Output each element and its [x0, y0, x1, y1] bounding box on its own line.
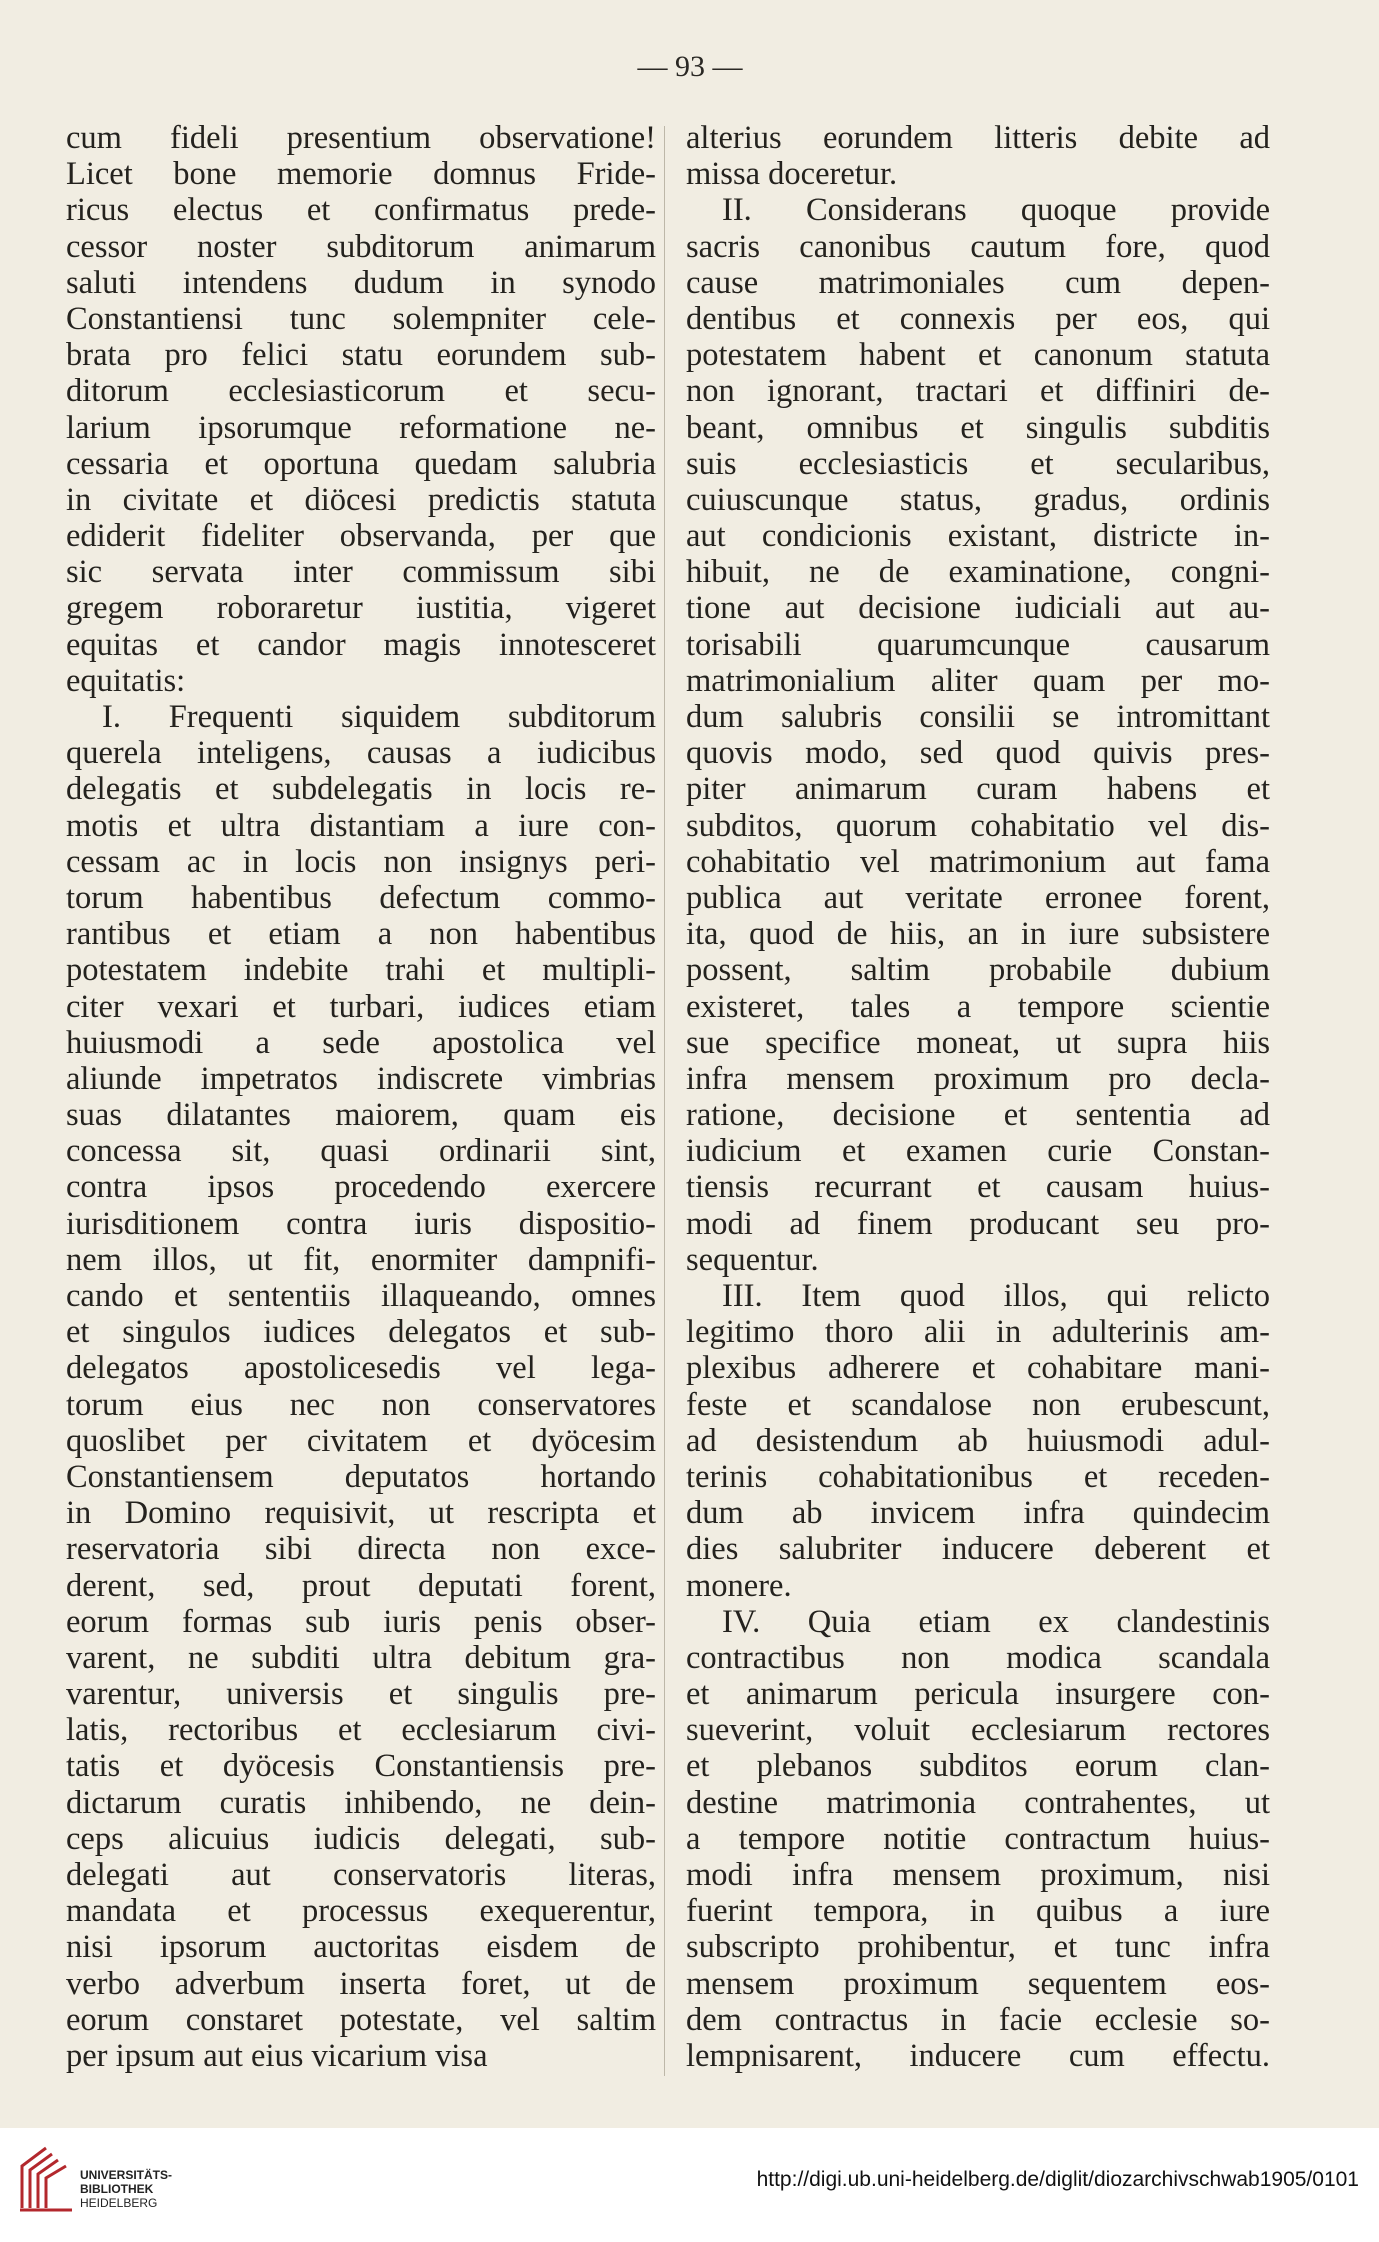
- text-line: hibuit, ne de examinatione, congni-: [686, 554, 1270, 591]
- text-line: torum eius nec non conservatores: [66, 1386, 656, 1423]
- text-line: modi ad finem producant seu pro-: [686, 1205, 1270, 1242]
- text-line: infra mensem proximum pro decla-: [686, 1060, 1270, 1097]
- text-line: delegati aut conservatoris literas,: [66, 1857, 656, 1893]
- text-line: aliunde impetratos indiscrete vimbrias: [66, 1060, 656, 1097]
- right-text-column: [686, 120, 1270, 2074]
- text-line: in Domino requisivit, ut rescripta et: [66, 1495, 656, 1532]
- text-line: terinis cohabitationibus et receden-: [686, 1458, 1270, 1495]
- text-line: varent, ne subditi ultra debitum gra-: [66, 1639, 656, 1676]
- text-line: ediderit fideliter observanda, per que: [66, 518, 656, 555]
- text-line: reservatoria sibi directa non exce-: [66, 1531, 656, 1568]
- text-line: cando et sententiis illaqueando, omnes: [66, 1278, 656, 1314]
- text-line: sequentur.: [686, 1241, 819, 1278]
- text-line: III. Item quod illos, qui relicto: [722, 1278, 1270, 1314]
- text-line: ceps alicuius iudicis delegati, sub-: [66, 1820, 656, 1857]
- text-line: matrimonialium aliter quam per mo-: [686, 662, 1270, 699]
- text-line: II. Considerans quoque provide: [722, 192, 1270, 229]
- text-line: subditos, quorum cohabitatio vel dis-: [686, 807, 1270, 844]
- text-line: sueverint, voluit ecclesiarum rectores: [686, 1712, 1270, 1749]
- text-line: cohabitatio vel matrimonium aut fama: [686, 843, 1270, 880]
- text-line: tiensis recurrant et causam huius-: [686, 1169, 1270, 1206]
- text-line: a tempore notitie contractum huius-: [686, 1820, 1270, 1857]
- text-line: cuiuscunque status, gradus, ordinis: [686, 481, 1270, 518]
- text-line: Constantiensi tunc solempniter cele-: [66, 300, 656, 337]
- text-line: Constantiensem deputatos hortando: [66, 1458, 656, 1495]
- text-line: ricus electus et confirmatus prede-: [66, 192, 656, 229]
- text-line: cessaria et oportuna quedam salubria: [66, 445, 656, 482]
- text-line: nisi ipsorum auctoritas eisdem de: [66, 1929, 656, 1966]
- text-line: dentibus et connexis per eos, qui: [686, 300, 1270, 337]
- text-line: lempnisarent, inducere cum effectu.: [686, 2037, 1270, 2074]
- text-line: potestatem indebite trahi et multipli-: [66, 952, 656, 989]
- text-line: ad desistendum ab huiusmodi adul-: [686, 1422, 1270, 1459]
- text-line: tione aut decisione iudiciali aut au-: [686, 590, 1270, 627]
- text-line: saluti intendens dudum in synodo: [66, 264, 656, 301]
- text-line: dem contractus in facie ecclesie so-: [686, 2001, 1270, 2038]
- text-line: Licet bone memorie domnus Fride-: [66, 156, 656, 193]
- text-line: dies salubriter inducere deberent et: [686, 1531, 1270, 1568]
- text-line: huiusmodi a sede apostolica vel: [66, 1024, 656, 1061]
- text-line: possent, saltim probabile dubium: [686, 952, 1270, 989]
- text-line: ratione, decisione et sententia ad: [686, 1097, 1270, 1134]
- text-line: modi infra mensem proximum, nisi: [686, 1857, 1270, 1893]
- text-line: torum habentibus defectum commo-: [66, 879, 656, 916]
- text-line: rantibus et etiam a non habentibus: [66, 916, 656, 953]
- library-name-line3: HEIDELBERG: [80, 2196, 158, 2210]
- university-library-logo-icon: [16, 2136, 78, 2216]
- text-line: potestatem habent et canonum statuta: [686, 337, 1270, 374]
- text-line: mensem proximum sequentem eos-: [686, 1965, 1270, 2002]
- text-line: non ignorant, tractari et diffiniri de-: [686, 373, 1270, 410]
- text-line: latis, rectoribus et ecclesiarum civi-: [66, 1712, 656, 1749]
- text-line: suis ecclesiasticis et secularibus,: [686, 445, 1270, 482]
- text-line: alterius eorundem litteris debite ad: [686, 120, 1270, 156]
- text-line: contractibus non modica scandala: [686, 1639, 1270, 1676]
- text-line: plexibus adherere et cohabitare mani-: [686, 1350, 1270, 1387]
- library-name-line2: BIBLIOTHEK: [80, 2182, 154, 2196]
- text-line: existeret, tales a tempore scientie: [686, 988, 1270, 1025]
- text-line: eorum constaret potestate, vel saltim: [66, 2001, 656, 2038]
- viewer-footer: [0, 2128, 1379, 2242]
- text-line: et singulos iudices delegatos et sub-: [66, 1314, 656, 1351]
- text-line: iurisditionem contra iuris dispositio-: [66, 1205, 656, 1242]
- text-line: monere.: [686, 1567, 792, 1604]
- text-line: iudicium et examen curie Constan-: [686, 1133, 1270, 1170]
- text-line: aut condicionis existant, districte in-: [686, 518, 1270, 555]
- text-line: ditorum ecclesiasticorum et secu-: [66, 373, 656, 410]
- text-line: equitas et candor magis innotesceret: [66, 626, 656, 663]
- text-line: dum ab invicem infra quindecim: [686, 1495, 1270, 1532]
- text-line: tatis et dyöcesis Constantiensis pre-: [66, 1748, 656, 1785]
- text-line: torisabili quarumcunque causarum: [686, 626, 1270, 663]
- text-line: IV. Quia etiam ex clandestinis: [722, 1603, 1270, 1640]
- text-line: cause matrimoniales cum depen-: [686, 264, 1270, 301]
- text-line: sue specifice moneat, ut supra hiis: [686, 1024, 1270, 1061]
- library-name: [80, 2168, 172, 2210]
- text-line: destine matrimonia contrahentes, ut: [686, 1784, 1270, 1821]
- text-line: et animarum pericula insurgere con-: [686, 1676, 1270, 1713]
- text-line: mandata et processus exequerentur,: [66, 1893, 656, 1930]
- text-line: suas dilatantes maiorem, quam eis: [66, 1097, 656, 1134]
- text-line: per ipsum aut eius vicarium visa: [66, 2037, 488, 2074]
- text-line: subscripto prohibentur, et tunc infra: [686, 1929, 1270, 1966]
- source-url-link[interactable]: http://digi.ub.uni-heidelberg.de/diglit/diozarchivschwab1905/0101: [756, 2168, 1359, 2191]
- text-line: dictarum curatis inhibendo, ne dein-: [66, 1784, 656, 1821]
- text-line: I. Frequenti siquidem subditorum: [102, 699, 656, 735]
- text-line: delegatos apostolicesedis vel lega-: [66, 1350, 656, 1387]
- text-line: missa doceretur.: [686, 156, 898, 193]
- text-line: ita, quod de hiis, an in iure subsistere: [686, 916, 1270, 953]
- text-line: legitimo thoro alii in adulterinis am-: [686, 1314, 1270, 1351]
- text-line: piter animarum curam habens et: [686, 771, 1270, 808]
- library-name-line1: UNIVERSITÄTS-: [80, 2168, 173, 2182]
- text-line: delegatis et subdelegatis in locis re-: [66, 771, 656, 808]
- column-divider: [664, 126, 665, 2076]
- text-line: et plebanos subditos eorum clan-: [686, 1748, 1270, 1785]
- text-line: cessam ac in locis non insignys peri-: [66, 843, 656, 880]
- text-line: contra ipsos procedendo exercere: [66, 1169, 656, 1206]
- text-line: verbo adverbum inserta foret, ut de: [66, 1965, 656, 2002]
- text-line: brata pro felici statu eorundem sub-: [66, 337, 656, 374]
- left-text-column: [66, 120, 656, 2074]
- text-line: larium ipsorumque reformatione ne-: [66, 409, 656, 446]
- text-line: fuerint tempora, in quibus a iure: [686, 1893, 1270, 1930]
- text-line: motis et ultra distantiam a iure con-: [66, 807, 656, 844]
- text-line: sic servata inter commissum sibi: [66, 554, 656, 591]
- text-line: publica aut veritate erronee forent,: [686, 879, 1270, 916]
- text-line: nem illos, ut fit, enormiter dampnifi-: [66, 1241, 656, 1278]
- page-number: — 93 —: [637, 50, 743, 83]
- text-line: equitatis:: [66, 662, 186, 699]
- text-line: dum salubris consilii se intromittant: [686, 699, 1270, 735]
- text-line: beant, omnibus et singulis subditis: [686, 409, 1270, 446]
- text-line: derent, sed, prout deputati forent,: [66, 1567, 656, 1604]
- text-line: gregem roboraretur iustitia, vigeret: [66, 590, 656, 627]
- text-line: in civitate et diöcesi predictis statuta: [66, 481, 656, 518]
- text-line: cessor noster subditorum animarum: [66, 228, 656, 265]
- text-line: eorum formas sub iuris penis obser-: [66, 1603, 656, 1640]
- text-line: cum fideli presentium observatione!: [66, 120, 656, 156]
- text-line: quoslibet per civitatem et dyöcesim: [66, 1422, 656, 1459]
- text-line: concessa sit, quasi ordinarii sint,: [66, 1133, 656, 1170]
- text-line: feste et scandalose non erubescunt,: [686, 1386, 1270, 1423]
- text-line: varentur, universis et singulis pre-: [66, 1676, 656, 1713]
- text-line: citer vexari et turbari, iudices etiam: [66, 988, 656, 1025]
- text-line: sacris canonibus cautum fore, quod: [686, 228, 1270, 265]
- text-line: querela inteligens, causas a iudicibus: [66, 735, 656, 772]
- text-line: quovis modo, sed quod quivis pres-: [686, 735, 1270, 772]
